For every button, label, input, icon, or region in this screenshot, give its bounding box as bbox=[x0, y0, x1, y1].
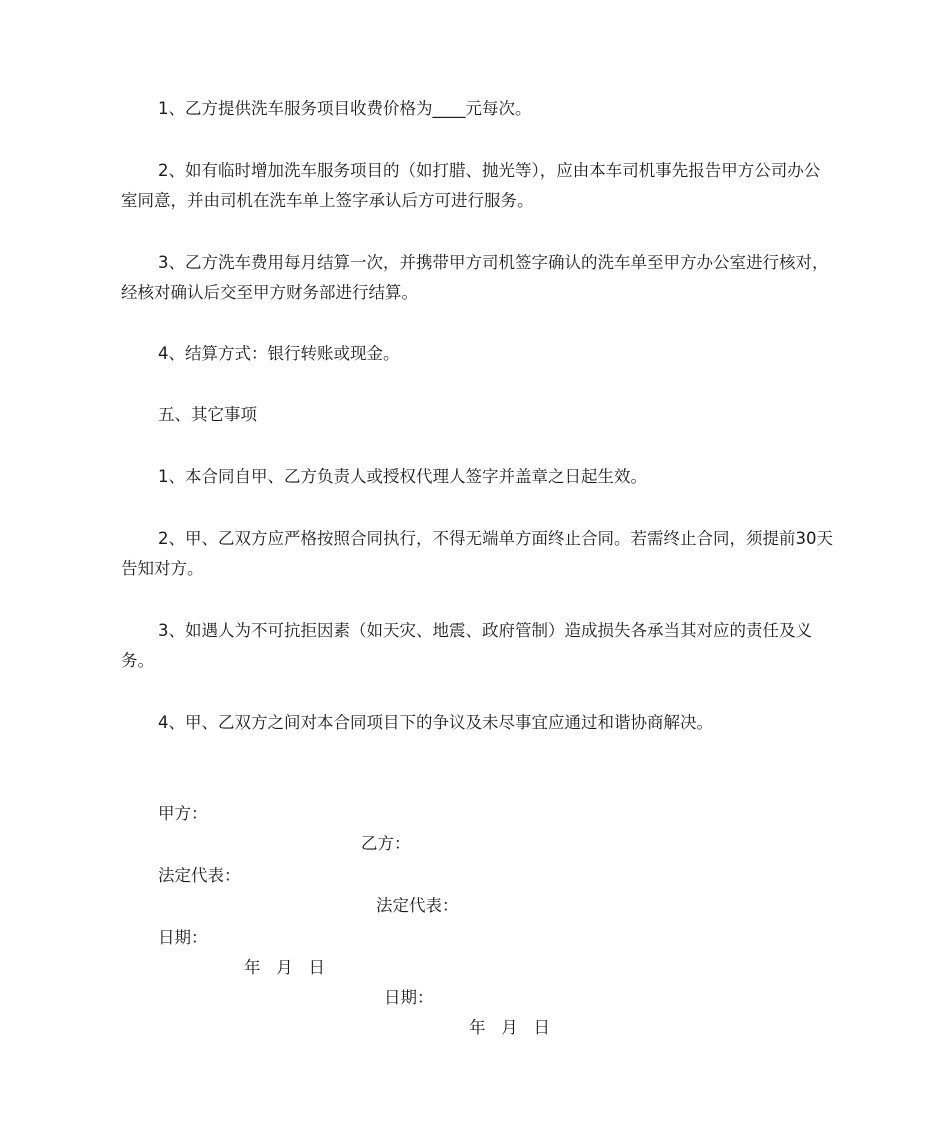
date-a-fields: 年 月 日 bbox=[244, 958, 325, 977]
clause-price: 1、乙方提供洗车服务项目收费价格为____元每次。 bbox=[158, 99, 532, 118]
rep-a-label: 法定代表： bbox=[158, 866, 241, 885]
clause-extra-services: 2、如有临时增加洗车服务项目的（如打腊、抛光等），应由本车司机事先报告甲方公司办公室同意，并由司机在洗车单上签字承认后方可进行服务。 bbox=[121, 161, 821, 210]
clause-effective: 1、本合同自甲、乙方负责人或授权代理人签字并盖章之日起生效。 bbox=[158, 467, 647, 486]
date-a-label: 日期： bbox=[158, 928, 208, 947]
section-heading-other: 五、其它事项 bbox=[158, 405, 257, 424]
rep-b-label: 法定代表： bbox=[376, 896, 459, 915]
clause-force-majeure: 3、如遇人为不可抗拒因素（如天灾、地震、政府管制）造成损失各承当其对应的责任及义务。 bbox=[121, 621, 812, 670]
party-a-label: 甲方： bbox=[158, 804, 208, 823]
date-b-label: 日期： bbox=[384, 988, 434, 1007]
date-b-fields: 年 月 日 bbox=[469, 1018, 550, 1037]
clause-monthly-settlement: 3、乙方洗车费用每月结算一次，并携带甲方司机签字确认的洗车单至甲方办公室进行核对，经核对确认后交至甲方财务部进行结算。 bbox=[121, 253, 829, 302]
clause-termination: 2、甲、乙双方应严格按照合同执行，不得无端单方面终止合同。若需终止合同，须提前30天告知对方。 bbox=[121, 529, 833, 578]
clause-payment-method: 4、结算方式：银行转账或现金。 bbox=[158, 344, 400, 363]
party-b-label: 乙方： bbox=[361, 834, 411, 853]
clause-disputes: 4、甲、乙双方之间对本合同项目下的争议及未尽事宜应通过和谐协商解决。 bbox=[158, 713, 713, 732]
